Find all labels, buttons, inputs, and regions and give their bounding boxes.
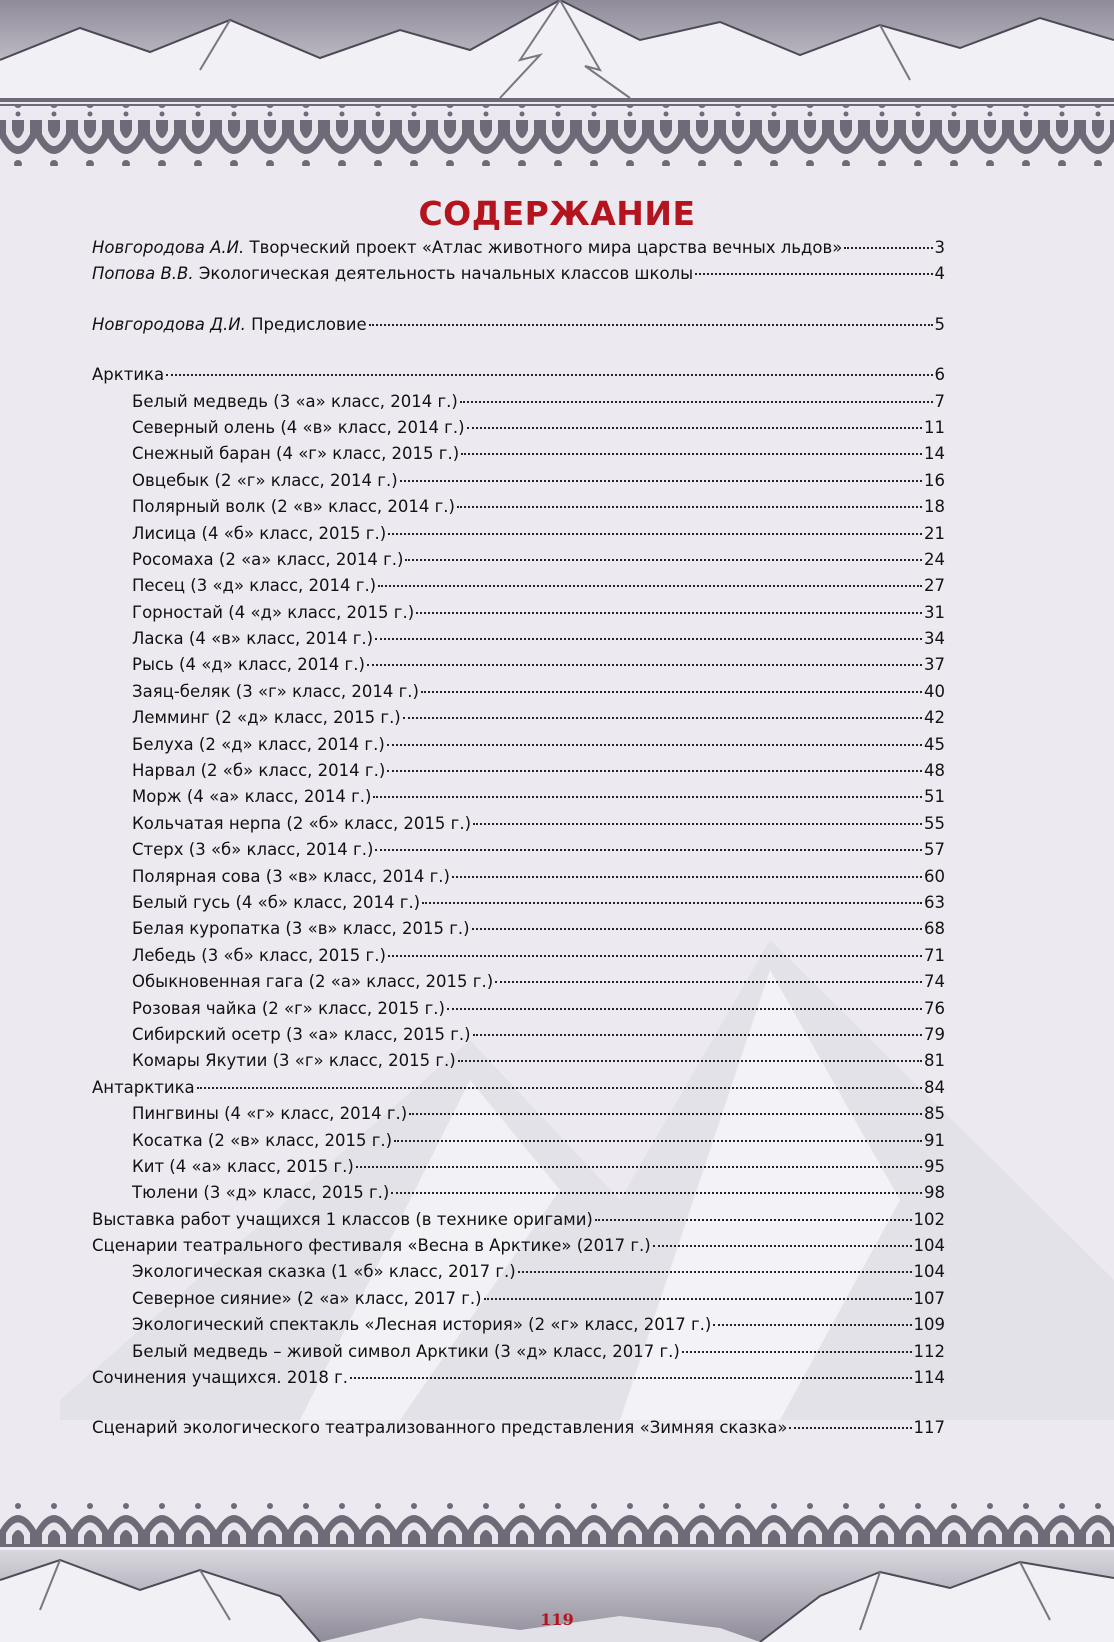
page-number: 119 <box>540 1610 574 1629</box>
toc-dot-leader <box>484 1298 912 1300</box>
toc-entry-text: Косатка (2 «в» класс, 2015 г.) <box>132 1130 393 1150</box>
toc-entry-page: 55 <box>924 813 945 833</box>
toc-entry-page: 109 <box>913 1315 945 1335</box>
toc-dot-leader <box>473 823 922 825</box>
toc-dot-leader <box>495 981 922 983</box>
toc-entry-text: Белый гусь (4 «б» класс, 2014 г.) <box>132 892 421 912</box>
toc-dot-leader <box>356 1166 922 1168</box>
toc-entry-text: Выставка работ учащихся 1 классов (в технике оригами) <box>92 1209 593 1229</box>
toc-entry-text: Антарктика <box>92 1077 195 1097</box>
toc-entry-text: Экологическая сказка (1 «б» класс, 2017 г.) <box>132 1262 516 1282</box>
toc-dot-leader <box>166 374 932 376</box>
toc-entry <box>92 1101 945 1127</box>
toc-entry <box>92 468 945 494</box>
toc-entry <box>92 1415 945 1441</box>
toc-dot-leader <box>467 427 922 429</box>
toc-entry-text: Заяц-беляк (3 «г» класс, 2014 г.) <box>132 681 419 701</box>
toc-entry-title <box>92 1128 392 1154</box>
toc-entry <box>92 1128 945 1154</box>
toc-entry-text: Северное сияние» (2 «а» класс, 2017 г.) <box>132 1288 482 1308</box>
toc-dot-leader <box>473 1034 922 1036</box>
toc-entry-author: Новгородова А.И. <box>92 238 245 257</box>
toc-entry-title <box>92 811 471 837</box>
toc-entry-text: Творческий проект «Атлас животного мира царства вечных льдов» <box>244 238 843 257</box>
toc-entry-page: 11 <box>924 417 945 437</box>
toc-entry-text: Рысь (4 «д» класс, 2014 г.) <box>132 655 365 675</box>
toc-entry <box>92 547 945 573</box>
toc-entry-text: Песец (3 «д» класс, 2014 г.) <box>132 576 377 596</box>
page-title: СОДЕРЖАНИЕ <box>418 194 696 234</box>
toc-entry-page: 45 <box>924 734 945 754</box>
toc-entry-page: 84 <box>924 1077 945 1097</box>
toc-entry-title <box>92 1048 456 1074</box>
toc-entry-title <box>92 441 459 467</box>
toc-entry <box>92 235 945 261</box>
toc-entry-title <box>92 969 493 995</box>
toc-entry-title <box>92 1312 711 1338</box>
toc-entry-title <box>92 626 373 652</box>
toc-entry-page: 40 <box>924 681 945 701</box>
toc-entry <box>92 415 945 441</box>
toc-dot-leader <box>457 506 922 508</box>
toc-entry-title <box>92 389 458 415</box>
toc-entry <box>92 1339 945 1365</box>
toc-entry-page: 112 <box>913 1341 945 1361</box>
toc-entry <box>92 1022 945 1048</box>
toc-entry-title <box>92 1233 651 1259</box>
toc-entry-title <box>92 996 445 1022</box>
toc-entry <box>92 1233 945 1259</box>
toc-entry-text: Горностай (4 «д» класс, 2015 г.) <box>132 602 415 622</box>
toc-entry-title <box>92 1365 348 1391</box>
toc-dot-leader <box>369 324 933 326</box>
toc-entry-text: Тюлени (3 «д» класс, 2015 г.) <box>132 1183 390 1203</box>
toc-entry-title <box>92 468 398 494</box>
toc-entry-page: 16 <box>924 470 945 490</box>
toc-entry-page: 60 <box>924 866 945 886</box>
toc-dot-leader <box>460 401 933 403</box>
toc-entry <box>92 864 945 890</box>
toc-entry-text: Розовая чайка (2 «г» класс, 2015 г.) <box>132 998 445 1018</box>
toc-entry-text: Белуха (2 «д» класс, 2014 г.) <box>132 734 385 754</box>
toc-entry-page: 95 <box>924 1156 945 1176</box>
toc-entry <box>92 261 945 287</box>
toc-entry <box>92 1286 945 1312</box>
toc-entry-page: 21 <box>924 523 945 543</box>
toc-entry-text: Сибирский осетр (3 «а» класс, 2015 г.) <box>132 1024 471 1044</box>
toc-entry <box>92 362 945 388</box>
toc-dot-leader <box>388 955 922 957</box>
toc-entry-page: 42 <box>924 708 945 728</box>
toc-entry-page: 71 <box>924 945 945 965</box>
toc-entry-page: 18 <box>924 497 945 517</box>
toc-entry-text: Лемминг (2 «д» класс, 2015 г.) <box>132 708 401 728</box>
toc-entry-title <box>92 890 420 916</box>
toc-entry <box>92 943 945 969</box>
toc-entry-text: Кольчатая нерпа (2 «б» класс, 2015 г.) <box>132 813 472 833</box>
toc-entry-text: Белый медведь (3 «а» класс, 2014 г.) <box>132 391 458 411</box>
toc-entry-text: Кит (4 «а» класс, 2015 г.) <box>132 1156 354 1176</box>
toc-entry <box>92 890 945 916</box>
toc-entry-text: Ласка (4 «в» класс, 2014 г.) <box>132 629 374 649</box>
toc-entry <box>92 837 945 863</box>
toc-entry-title <box>92 732 385 758</box>
toc-dot-leader <box>197 1087 922 1089</box>
toc-dot-leader <box>388 533 922 535</box>
toc-entry-page: 48 <box>924 761 945 781</box>
toc-entry-text: Арктика <box>92 365 165 385</box>
toc-dot-leader <box>595 1219 912 1221</box>
header-mountain-banner <box>0 0 1114 170</box>
toc-entry-title <box>92 415 465 441</box>
toc-entry <box>92 811 945 837</box>
toc-entry-page: 6 <box>934 365 945 385</box>
toc-dot-leader <box>387 770 922 772</box>
toc-entry <box>92 494 945 520</box>
toc-entry-title <box>92 494 455 520</box>
toc-entry-title <box>92 261 693 287</box>
toc-entry <box>92 969 945 995</box>
toc-entry <box>92 1154 945 1180</box>
toc-entry-text: Экологическая деятельность начальных классов школы <box>193 264 694 284</box>
toc-entry <box>92 916 945 942</box>
toc-entry-title <box>92 1075 195 1101</box>
toc-entry-title <box>92 1339 680 1365</box>
toc-dot-leader <box>472 928 922 930</box>
toc-entry-page: 102 <box>913 1209 945 1229</box>
toc-entry-text: Росомаха (2 «а» класс, 2014 г.) <box>132 549 404 569</box>
toc-dot-leader <box>409 1113 922 1115</box>
toc-entry <box>92 389 945 415</box>
toc-entry-page: 14 <box>924 444 945 464</box>
toc-dot-leader <box>378 585 922 587</box>
toc-entry-page: 74 <box>924 972 945 992</box>
toc-entry-page: 7 <box>934 391 945 411</box>
toc-dot-leader <box>518 1271 912 1273</box>
toc-entry-text: Овцебык (2 «г» класс, 2014 г.) <box>132 470 398 490</box>
toc-entry <box>92 732 945 758</box>
toc-entry-title <box>92 1154 354 1180</box>
toc-entry-page: 63 <box>924 892 945 912</box>
toc-entry-title <box>92 547 403 573</box>
toc-entry <box>92 758 945 784</box>
toc-entry-title <box>92 916 470 942</box>
toc-dot-leader <box>844 247 932 249</box>
toc-entry-title <box>92 1415 787 1441</box>
toc-entry-text: Экологический спектакль «Лесная история» (2 «г» класс, 2017 г.) <box>132 1315 712 1335</box>
toc-entry-text: Северный олень (4 «в» класс, 2014 г.) <box>132 417 465 437</box>
toc-dot-leader <box>713 1324 911 1326</box>
toc-entry-title <box>92 758 385 784</box>
toc-entry-text: Пингвины (4 «г» класс, 2014 г.) <box>132 1104 408 1124</box>
toc-entry-author: Новгородова Д.И. <box>92 314 246 334</box>
toc-entry-title <box>92 362 164 388</box>
toc-dot-leader <box>421 691 922 693</box>
toc-entry-page: 85 <box>924 1104 945 1124</box>
toc-entry-text: Комары Якутии (3 «г» класс, 2015 г.) <box>132 1051 456 1071</box>
toc-entry-page: 4 <box>934 264 945 284</box>
toc-dot-leader <box>375 849 922 851</box>
toc-entry-title <box>92 1101 407 1127</box>
toc-entry-text: Морж (4 «а» класс, 2014 г.) <box>132 787 372 807</box>
toc-entry <box>92 1207 945 1233</box>
toc-dot-leader <box>405 559 922 561</box>
toc-entry-page: 76 <box>924 998 945 1018</box>
toc-entry-text: Стерх (3 «б» класс, 2014 г.) <box>132 840 374 860</box>
toc-dot-leader <box>400 480 922 482</box>
toc-entry-text: Лисица (4 «б» класс, 2015 г.) <box>132 523 387 543</box>
toc-entry-text: Снежный баран (4 «г» класс, 2015 г.) <box>132 444 460 464</box>
toc-entry <box>92 521 945 547</box>
toc-dot-leader <box>391 1192 922 1194</box>
toc-entry-page: 24 <box>924 549 945 569</box>
toc-dot-leader <box>416 612 922 614</box>
toc-entry <box>92 784 945 810</box>
toc-entry-text: Сочинения учащихся. 2018 г. <box>92 1368 348 1388</box>
toc-dot-leader <box>447 1008 922 1010</box>
toc-entry-page: 31 <box>924 602 945 622</box>
toc-entry-page: 117 <box>913 1418 945 1438</box>
toc-entry-title <box>92 312 367 338</box>
toc-dot-leader <box>350 1377 912 1379</box>
toc-entry-title <box>92 784 371 810</box>
toc-entry-text: Белый медведь – живой символ Арктики (3 «д» класс, 2017 г.) <box>132 1341 680 1361</box>
toc-entry <box>92 1075 945 1101</box>
toc-entry-text: Обыкновенная гага (2 «а» класс, 2015 г.) <box>132 972 494 992</box>
toc-entry-page: 57 <box>924 840 945 860</box>
toc-dot-leader <box>375 638 922 640</box>
toc-dot-leader <box>403 717 922 719</box>
toc-entry-title <box>92 1259 516 1285</box>
toc-entry-title <box>92 573 376 599</box>
toc-entry <box>92 705 945 731</box>
toc-dot-leader <box>458 1060 922 1062</box>
toc-entry-text: Полярная сова (3 «в» класс, 2014 г.) <box>132 866 450 886</box>
toc-dot-leader <box>789 1427 911 1429</box>
toc-entry-page: 27 <box>924 576 945 596</box>
toc-entry-title <box>92 1180 389 1206</box>
toc-entry-page: 68 <box>924 919 945 939</box>
toc-dot-leader <box>373 796 922 798</box>
toc-entry-page: 3 <box>934 238 945 257</box>
toc-entry-text: Предисловие <box>245 314 367 334</box>
toc-dot-leader <box>653 1245 912 1247</box>
toc-entry <box>92 312 945 338</box>
toc-entry-page: 5 <box>934 314 945 334</box>
toc-entry-text: Сценарий экологического театрализованного представления «Зимняя сказка» <box>92 1418 788 1438</box>
toc-dot-leader <box>695 273 932 275</box>
toc-dot-leader <box>452 876 922 878</box>
toc-entry-title <box>92 1207 593 1233</box>
toc-entry <box>92 626 945 652</box>
toc-entry-title <box>92 1022 471 1048</box>
toc-dot-leader <box>461 453 922 455</box>
toc-entry-title <box>92 1286 482 1312</box>
toc-entry-page: 51 <box>924 787 945 807</box>
toc-entry-page: 81 <box>924 1051 945 1071</box>
toc-entry <box>92 573 945 599</box>
toc-entry-page: 107 <box>913 1288 945 1308</box>
toc-entry <box>92 1048 945 1074</box>
toc-entry-author: Попова В.В. <box>92 264 194 284</box>
toc-entry <box>92 1312 945 1338</box>
toc-entry-title <box>92 943 386 969</box>
toc-entry-page: 114 <box>913 1368 945 1388</box>
toc-entry <box>92 679 945 705</box>
toc-entry-page: 37 <box>924 655 945 675</box>
toc-dot-leader <box>394 1140 922 1142</box>
toc-entry <box>92 1365 945 1391</box>
toc-entry-page: 104 <box>913 1236 945 1256</box>
toc-entry-text: Полярный волк (2 «в» класс, 2014 г.) <box>132 497 455 517</box>
toc-entry-title <box>92 600 414 626</box>
toc-entry <box>92 1180 945 1206</box>
toc-entry-text: Белая куропатка (3 «в» класс, 2015 г.) <box>132 919 470 939</box>
toc-entry <box>92 996 945 1022</box>
toc-entry-title <box>92 652 365 678</box>
toc-entry-page: 79 <box>924 1024 945 1044</box>
toc-entry-page: 91 <box>924 1130 945 1150</box>
toc-dot-leader <box>387 744 922 746</box>
toc-entry-title <box>92 837 373 863</box>
toc-entry <box>92 652 945 678</box>
toc-entry-title <box>92 705 401 731</box>
toc-entry-text: Нарвал (2 «б» класс, 2014 г.) <box>132 761 386 781</box>
toc-entry-title <box>92 235 842 261</box>
toc-entry-text: Сценарии театрального фестиваля «Весна в Арктике» (2017 г.) <box>92 1236 651 1256</box>
toc-entry <box>92 1259 945 1285</box>
toc-dot-leader <box>682 1351 912 1353</box>
toc-entry-page: 104 <box>913 1262 945 1282</box>
toc-entry-title <box>92 864 450 890</box>
toc-entry-page: 34 <box>924 629 945 649</box>
toc-dot-leader <box>422 902 922 904</box>
toc-entry <box>92 441 945 467</box>
toc-entry-title <box>92 679 419 705</box>
toc-entry <box>92 600 945 626</box>
toc-dot-leader <box>367 664 922 666</box>
toc-entry-title <box>92 521 386 547</box>
table-of-contents <box>92 235 945 1442</box>
toc-entry-page: 98 <box>924 1183 945 1203</box>
toc-entry-text: Лебедь (3 «б» класс, 2015 г.) <box>132 945 386 965</box>
